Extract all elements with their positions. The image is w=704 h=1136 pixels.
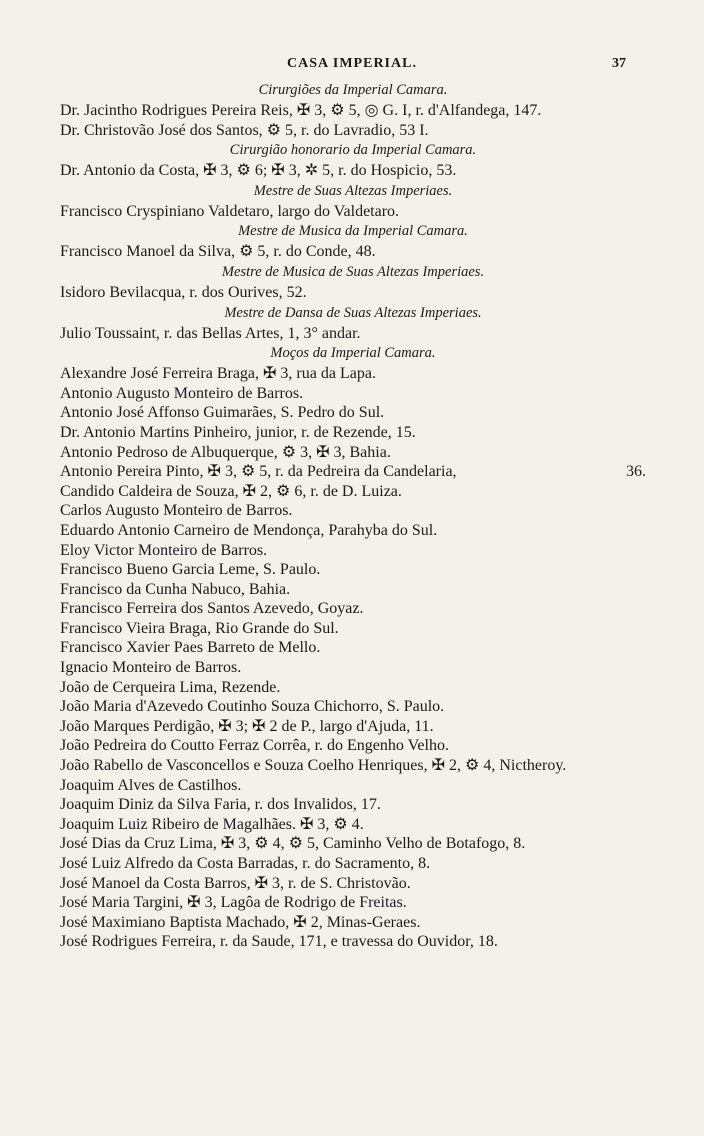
entry: Carlos Augusto Monteiro de Barros. (60, 502, 293, 520)
entry: José Rodrigues Ferreira, r. da Saude, 171, e travessa do Ouvidor, 18. (60, 933, 498, 951)
entry-justified (60, 462, 646, 482)
entry: Francisco Cryspiniano Valdetaro, largo do Valdetaro. (60, 202, 400, 220)
entry: Isidoro Bevilacqua, r. dos Ourives, 52. (60, 283, 307, 301)
entry: Francisco Bueno Garcia Leme, S. Paulo. (60, 561, 321, 579)
section-heading: Cirurgião honorario da Imperial Camara. (229, 142, 477, 159)
entry: Dr. Antonio Martins Pinheiro, junior, r. de Rezende, 15. (60, 423, 416, 441)
entry: Candido Caldeira de Souza, ✠ 2, ⚙ 6, r. de D. Luiza. (60, 482, 402, 500)
entry: José Maximiano Baptista Machado, ✠ 2, Minas-Geraes. (60, 913, 421, 931)
entry: Antonio Augusto Monteiro de Barros. (60, 384, 304, 402)
entry: Joaquim Diniz da Silva Faria, r. dos Invalidos, 17. (60, 796, 381, 814)
entry: Antonio Pedroso de Albuquerque, ⚙ 3, ✠ 3, Bahia. (60, 443, 391, 461)
entry: Alexandre José Ferreira Braga, ✠ 3, rua da Lapa. (60, 365, 376, 383)
entry: José Dias da Cruz Lima, ✠ 3, ⚙ 4, ⚙ 5, Caminho Velho de Botafogo, 8. (60, 835, 526, 853)
entry-number: 36. (626, 463, 646, 481)
entry: Dr. Christovão José dos Santos, ⚙ 5, r. do Lavradio, 53 I. (60, 121, 429, 139)
entry: Francisco Vieira Braga, Rio Grande do Sul. (60, 619, 339, 637)
entry: José Maria Targini, ✠ 3, Lagôa de Rodrigo de Freitas. (60, 894, 407, 912)
entry: Julio Toussaint, r. das Bellas Artes, 1, 3° andar. (60, 324, 361, 342)
page-header (0, 56, 704, 78)
entry: José Manoel da Costa Barros, ✠ 3, r. de S. Christovão. (60, 874, 411, 892)
page-content (60, 80, 646, 952)
entry: José Luiz Alfredo da Costa Barradas, r. do Sacramento, 8. (60, 855, 431, 872)
section-heading: Moços da Imperial Camara. (270, 345, 436, 362)
entry: Francisco da Cunha Nabuco, Bahia. (60, 580, 291, 598)
entry: Francisco Ferreira dos Santos Azevedo, Goyaz. (60, 600, 364, 618)
section-heading: Mestre de Musica de Suas Altezas Imperiaes. (221, 263, 485, 280)
section-heading: Cirurgiões da Imperial Camara. (258, 82, 448, 98)
entry-text: Antonio Pereira Pinto, ✠ 3, ⚙ 5, r. da Pedreira da Candelaria, (60, 463, 457, 481)
entry: Eloy Victor Monteiro de Barros. (60, 541, 268, 559)
entry: Ignacio Monteiro de Barros. (60, 659, 242, 677)
entry: João de Cerqueira Lima, Rezende. (60, 678, 281, 696)
entry: Joaquim Luiz Ribeiro de Magalhães. ✠ 3, ⚙ 4. (60, 815, 364, 833)
entry: Antonio José Affonso Guimarães, S. Pedro do Sul. (60, 404, 385, 422)
entry: Francisco Manoel da Silva, ⚙ 5, r. do Conde, 48. (60, 243, 376, 261)
page-title: CASA IMPERIAL. (287, 56, 417, 71)
entry: Dr. Jacintho Rodrigues Pereira Reis, ✠ 3, ⚙ 5, ◎ G. I, r. d'Alfandega, 147. (60, 102, 542, 119)
section-heading: Mestre de Suas Altezas Imperiaes. (253, 182, 453, 199)
entry: Francisco Xavier Paes Barreto de Mello. (60, 639, 321, 657)
entry: João Maria d'Azevedo Coutinho Souza Chichorro, S. Paulo. (60, 698, 445, 716)
entry: João Marques Perdigão, ✠ 3; ✠ 2 de P., largo d'Ajuda, 11. (60, 717, 434, 735)
entry: João Rabello de Vasconcellos e Souza Coelho Henriques, ✠ 2, ⚙ 4, Nictheroy. (60, 757, 567, 775)
entry: Dr. Antonio da Costa, ✠ 3, ⚙ 6; ✠ 3, ✲ 5, r. do Hospicio, 53. (60, 162, 457, 180)
section-heading: Mestre de Dansa de Suas Altezas Imperiaes. (224, 304, 482, 321)
entry: João Pedreira do Coutto Ferraz Corrêa, r. do Engenho Velho. (60, 737, 449, 755)
page-number: 37 (612, 56, 626, 71)
entry: Eduardo Antonio Carneiro de Mendonça, Parahyba do Sul. (60, 521, 438, 539)
section-heading: Mestre de Musica da Imperial Camara. (238, 223, 468, 240)
entry: Joaquim Alves de Castilhos. (60, 776, 242, 794)
